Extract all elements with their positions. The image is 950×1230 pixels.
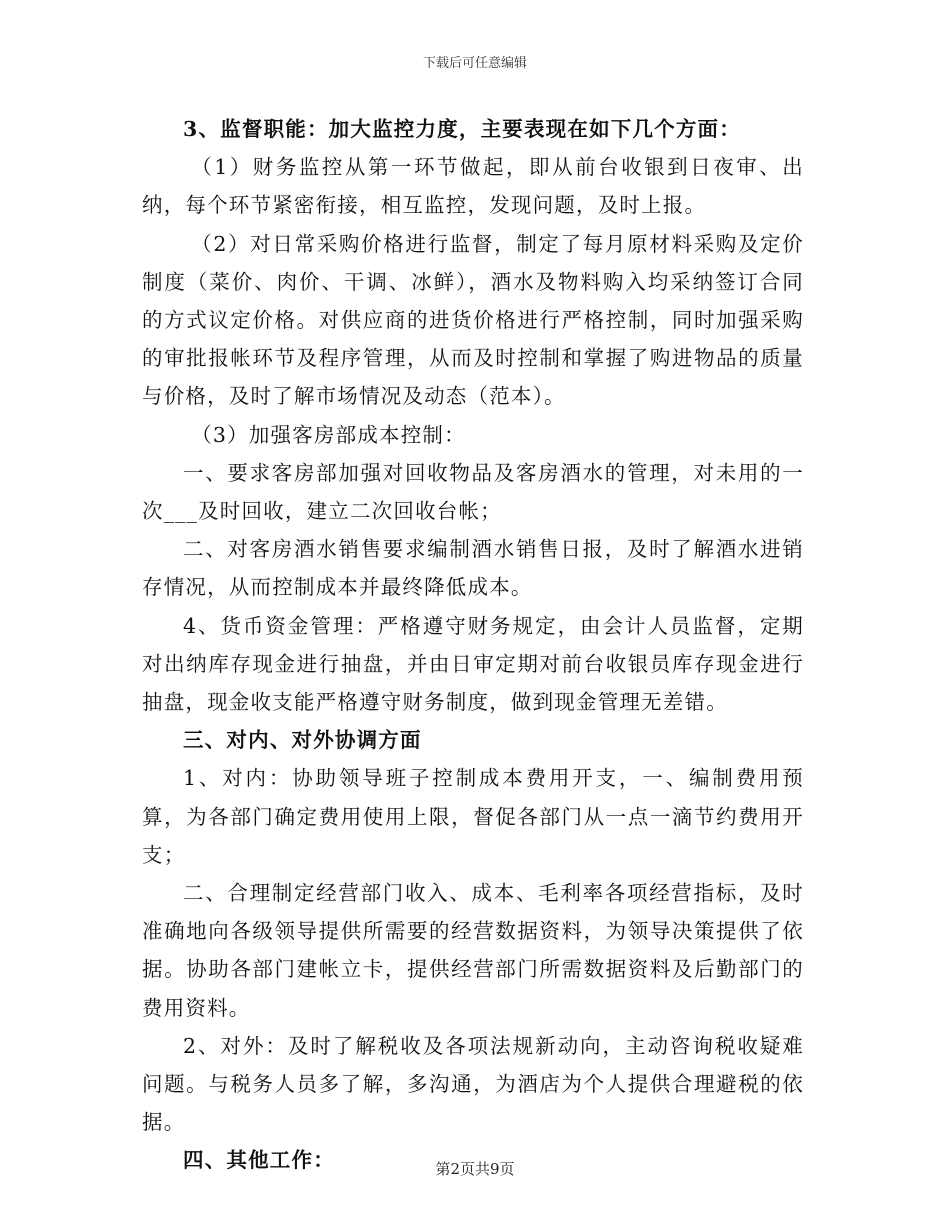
paragraph-external: 2、对外：及时了解税收及各项法规新动向，主动咨询税收疑难问题。与税务人员多了解，多沟通，为酒店为个人提供合理避税的依据。 <box>142 1033 804 1135</box>
paragraph-cash-management: 4、货币资金管理：严格遵守财务规定，由会计人员监督，定期对出纳库存现金进行抽盘，并由日审定期对前台收银员库存现金进行抽盘，现金收支能严格遵守财务制度，做到现金管理无差错。 <box>142 613 804 715</box>
paragraph-financial-monitoring: （1）财务监控从第一环节做起，即从前台收银到日夜审、出纳，每个环节紧密衔接，相互监控，发现问题，及时上报。 <box>142 155 804 218</box>
section-heading-supervision: 3、监督职能：加大监控力度，主要表现在如下几个方面： <box>183 117 741 141</box>
section-heading-other-work: 四、其他工作： <box>183 1148 335 1173</box>
paragraph-recycling: 一、要求客房部加强对回收物品及客房酒水的管理，对未用的一次___及时回收，建立二次回收台帐； <box>142 460 804 524</box>
paragraph-internal: 1、对内：协助领导班子控制成本费用开支，一、编制费用预算，为各部门确定费用使用上限，督促各部门从一点一滴节约费用开支； <box>142 766 804 867</box>
section-heading-coordination: 三、对内、对外协调方面 <box>183 728 422 753</box>
paragraph-procurement-price: （2）对日常采购价格进行监督，制定了每月原材料采购及定价制度（菜价、肉价、干调、冰鲜），酒水及物料购入均采纳签订合同的方式议定价格。对供应商的进货价格进行严格控制，同时加强采购的审批报帐环节及程序管理，从而及时控制和掌握了购进物品的质量与价格，及时了解市场情况及动态（范本）。 <box>142 231 804 409</box>
page-footer-number: 第2页共9页 <box>435 1160 515 1178</box>
document-body <box>142 110 804 1180</box>
paragraph-operating-indicators: 二、合理制定经营部门收入、成本、毛利率各项经营指标，及时准确地向各级领导提供所需要的经营数据资料，为领导决策提供了依据。协助各部门建帐立卡，提供经营部门所需数据资料及后勤部门的费用资料。 <box>142 881 804 1020</box>
page-header-note: 下载后可任意编辑 <box>422 56 527 71</box>
paragraph-housekeeping-cost: （3）加强客房部成本控制： <box>191 422 466 447</box>
paragraph-beverage-sales: 二、对客房酒水销售要求编制酒水销售日报，及时了解酒水进销存情况，从而控制成本并最终降低成本。 <box>142 537 804 600</box>
